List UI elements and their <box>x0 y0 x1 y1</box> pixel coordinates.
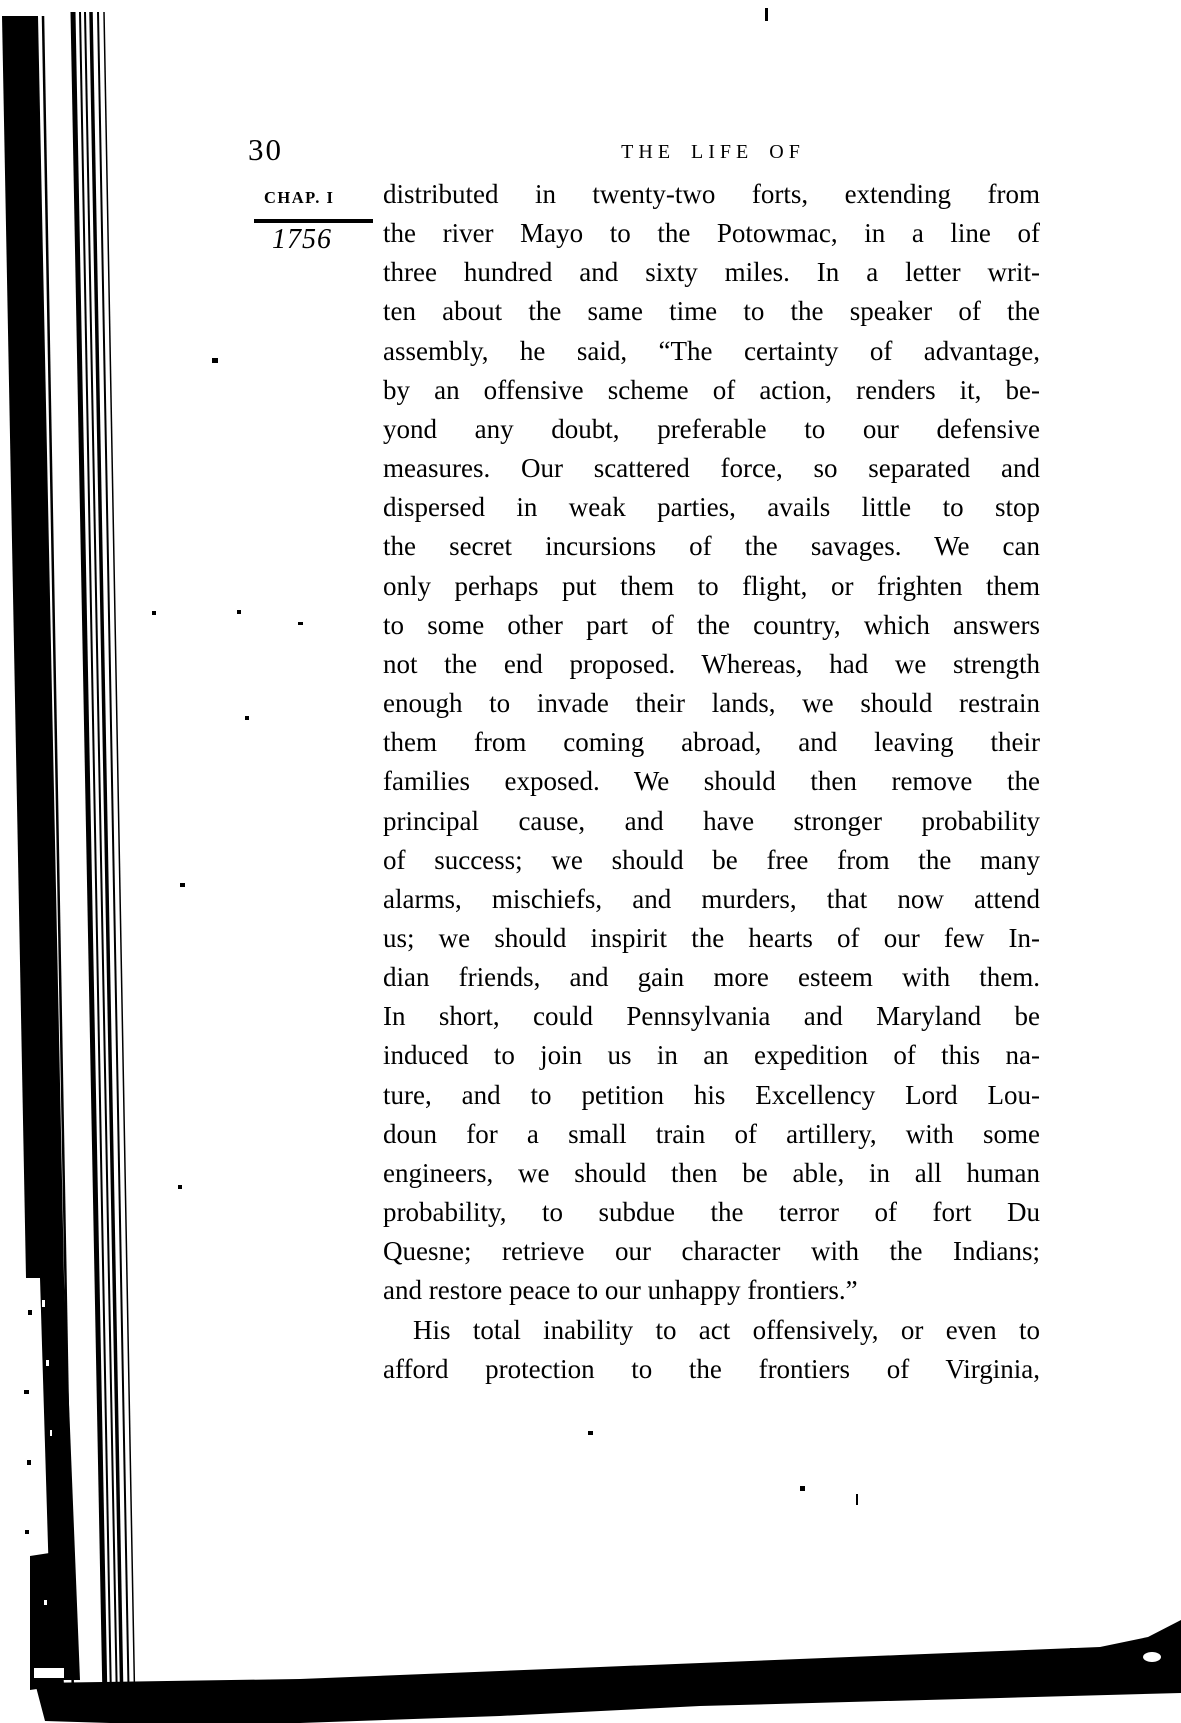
scan-speck <box>1070 1648 1075 1652</box>
scan-speck <box>24 1390 29 1394</box>
body-text-line: His total inability to act offensively, or even to <box>413 1314 1040 1345</box>
scan-speck <box>28 1310 32 1315</box>
scan-speck <box>178 1185 182 1189</box>
body-text-line: yond any doubt, preferable to our defensive <box>383 413 1040 444</box>
body-text-line: three hundred and sixty miles. In a letter writ- <box>383 257 1040 288</box>
scan-speck <box>180 883 185 887</box>
scan-speck-white <box>50 1430 52 1436</box>
scan-speck-white <box>38 1500 42 1505</box>
body-text-line: induced to join us in an expedition of this na- <box>383 1040 1040 1071</box>
body-text-line: the river Mayo to the Potowmac, in a line of <box>383 218 1040 249</box>
body-text-line: distributed in twenty-two forts, extending from <box>383 179 1040 209</box>
scan-speck <box>152 611 156 615</box>
chapter-label: CHAP. I <box>264 188 335 207</box>
scan-artifact-line <box>91 12 122 1710</box>
body-text-line: them from coming abroad, and leaving their <box>383 727 1040 758</box>
scan-artifact-bottom-bar <box>35 1620 1181 1723</box>
scan-speck-white <box>34 1668 64 1678</box>
body-text-line: dispersed in weak parties, avails little to stop <box>383 492 1040 523</box>
scan-speck-white <box>44 1600 47 1605</box>
body-text-line: us; we should inspirit the hearts of our few In- <box>383 922 1040 953</box>
margin-rule <box>254 219 373 223</box>
scan-artifact-gutter-bar <box>2 16 64 1278</box>
scan-speck <box>856 1494 858 1505</box>
body-text-line: ture, and to petition his Excellency Lord Lou- <box>383 1079 1040 1110</box>
body-text-line: Quesne; retrieve our character with the Indians; <box>383 1236 1040 1267</box>
body-text-line: afford protection to the frontiers of Virginia, <box>383 1353 1040 1384</box>
body-text-line: In short, could Pennsylvania and Maryland be <box>383 1001 1040 1032</box>
body-text-line: enough to invade their lands, we should restrain <box>383 688 1040 719</box>
body-text-line: assembly, he said, “The certainty of advantage, <box>383 335 1040 366</box>
body-text-line: engineers, we should then be able, in all human <box>383 1157 1040 1188</box>
body-text-line: and restore peace to our unhappy frontiers.” <box>383 1275 858 1306</box>
scan-artifact-line <box>43 16 73 1700</box>
scan-speck-white <box>42 1300 45 1307</box>
body-text-line: dian friends, and gain more esteem with them. <box>383 962 1040 993</box>
scan-artifact-line <box>73 12 105 1700</box>
scan-speck <box>25 1530 29 1534</box>
page-number: 30 <box>248 132 283 167</box>
scan-artifact-line <box>80 12 111 1700</box>
body-text-line: probability, to subdue the terror of fort Du <box>383 1197 1040 1228</box>
scan-speck <box>588 1431 593 1435</box>
running-title: THE LIFE OF <box>621 141 805 163</box>
scan-speck <box>27 1460 31 1465</box>
body-text-line: families exposed. We should then remove the <box>383 766 1040 797</box>
scan-artifact-gutter-bar-lower2 <box>30 1552 64 1690</box>
scan-artifact-gutter-bar-lower <box>40 1278 80 1680</box>
scan-speck-white <box>46 1360 49 1366</box>
body-text-line: measures. Our scattered force, so separated and <box>383 453 1040 484</box>
body-text-line: doun for a small train of artillery, with some <box>383 1118 1040 1149</box>
scan-speck <box>212 358 218 363</box>
scan-speck <box>298 622 303 625</box>
body-text-line: to some other part of the country, which answers <box>383 609 1040 640</box>
body-text-block <box>383 175 1040 1389</box>
scan-speck <box>800 1486 805 1491</box>
scan-speck <box>765 8 768 21</box>
body-text-line: alarms, mischiefs, and murders, that now attend <box>383 883 1040 914</box>
body-text-line: of success; we should be free from the many <box>383 844 1040 875</box>
body-text-line: only perhaps put them to flight, or frighten them <box>383 570 1040 601</box>
body-text-line: ten about the same time to the speaker of the <box>383 296 1040 327</box>
scan-speck <box>245 716 249 720</box>
body-text-line: principal cause, and have stronger probability <box>383 805 1040 836</box>
body-text-line: by an offensive scheme of action, renders it, be- <box>383 374 1040 405</box>
scan-speck-white <box>1143 1652 1161 1662</box>
scan-artifact-line <box>104 12 135 1718</box>
year-label: 1756 <box>272 224 332 255</box>
body-text-line: the secret incursions of the savages. We can <box>383 531 1040 562</box>
scan-artifact-line <box>85 12 117 1705</box>
scan-speck <box>237 610 241 614</box>
scan-artifact-line <box>98 12 129 1715</box>
body-text-line: not the end proposed. Whereas, had we strength <box>383 648 1040 679</box>
